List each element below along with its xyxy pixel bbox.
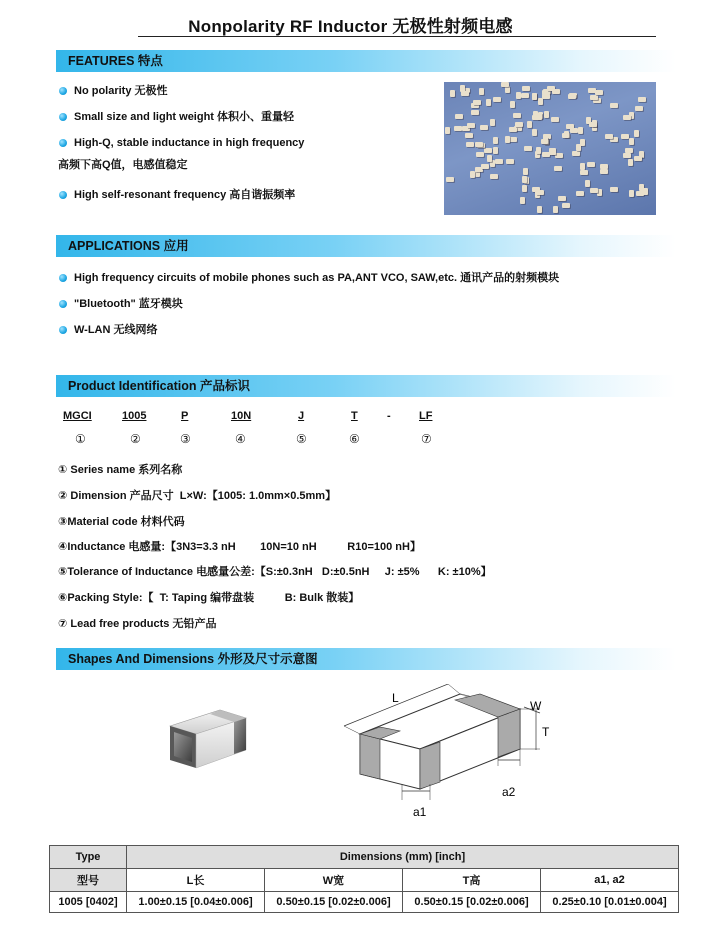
feature-text: Small size and light weight 体积小、重量轻	[74, 111, 295, 123]
inductor-chip	[527, 121, 532, 128]
inductor-chip	[555, 153, 563, 158]
inductor-chip	[470, 171, 475, 178]
inductor-chip	[495, 159, 503, 164]
dim-label-a2: a2	[502, 785, 516, 799]
bullet-icon	[59, 274, 67, 282]
inductor-chip	[532, 129, 537, 136]
inductor-chip	[562, 203, 570, 208]
bullet-icon	[59, 191, 67, 199]
application-item	[58, 323, 559, 349]
inductor-chip	[490, 119, 495, 126]
inductor-chip	[610, 103, 618, 108]
inductor-chip	[623, 115, 631, 120]
inductor-chip	[578, 127, 583, 134]
inductor-chip	[505, 136, 510, 143]
applications-list	[58, 271, 559, 349]
inductor-chip	[570, 128, 578, 133]
inductor-chip	[590, 95, 598, 100]
inductor-chip	[493, 147, 498, 154]
inductor-chip	[524, 146, 532, 151]
inductor-chip	[551, 117, 559, 122]
inductor-chip	[490, 174, 498, 179]
inductor-chip	[523, 168, 528, 175]
inductor-chip	[580, 170, 588, 175]
inductor-chip	[475, 142, 483, 147]
pid-code-material: P	[181, 410, 189, 422]
inductor-chip	[621, 134, 629, 139]
dim-label-T: T	[542, 725, 550, 739]
inductor-chip	[467, 123, 475, 128]
pid-code-separator: -	[387, 410, 391, 422]
inductor-chip	[553, 206, 558, 213]
bullet-icon	[59, 87, 67, 95]
inductor-chip	[643, 188, 648, 195]
pid-description: ④Inductance 电感量:【3N3=3.3 nH 10N=10 nH R10=100 nH】	[58, 541, 421, 553]
bullet-icon	[59, 139, 67, 147]
pid-code-leadfree: LF	[419, 410, 433, 422]
inductor-chip	[445, 127, 450, 134]
features-list	[58, 84, 304, 214]
cell-L: 1.00±0.15 [0.04±0.006]	[127, 892, 265, 913]
pid-description: ⑥Packing Style:【 T: Taping 编带盘装 B: Bulk 散装】	[58, 592, 360, 604]
inductor-chip	[446, 177, 454, 182]
inductor-chip	[509, 137, 517, 142]
applications-header: APPLICATIONS 应用	[56, 235, 676, 257]
feature-item	[58, 84, 304, 110]
inductor-chip	[634, 156, 642, 161]
feature-text: High-Q, stable inductance in high frequency	[74, 137, 305, 149]
feature-item	[58, 188, 304, 214]
type-header-cn: 型号	[50, 869, 127, 892]
feature-item	[58, 110, 304, 136]
column-header-W: W宽	[265, 869, 403, 892]
inductor-chip	[628, 159, 633, 166]
inductor-chip	[536, 190, 544, 195]
inductor-chip	[587, 162, 595, 167]
shapes-header: Shapes And Dimensions 外形及尺寸示意图	[56, 648, 676, 670]
inductor-chip	[537, 113, 542, 120]
inductor-chip	[576, 191, 584, 196]
inductor-chip	[506, 159, 514, 164]
pid-code-series: MGCI	[63, 410, 92, 422]
inductor-chip	[479, 88, 484, 95]
inductor-chip	[629, 190, 634, 197]
pid-code-tolerance: J	[298, 410, 305, 422]
cell-a1a2: 0.25±0.10 [0.01±0.004]	[541, 892, 679, 913]
inductor-chip	[552, 89, 560, 94]
column-header-a1a2: a1, a2	[541, 869, 679, 892]
inductor-chip	[564, 131, 569, 138]
inductor-chip	[522, 176, 527, 183]
inductor-chip	[572, 151, 580, 156]
inductor-chip	[536, 147, 541, 154]
inductor-chip	[589, 122, 597, 127]
pid-description: ② Dimension 产品尺寸 L×W:【1005: 1.0mm×0.5mm】	[58, 490, 337, 502]
bullet-icon	[59, 326, 67, 334]
pid-number: ②	[130, 432, 141, 446]
application-text: W-LAN 无线网络	[74, 324, 158, 336]
pid-description: ① Series name 系列名称	[58, 464, 183, 476]
dim-label-W: W	[530, 699, 542, 713]
inductor-chip	[486, 99, 491, 106]
inductor-chip	[476, 152, 484, 157]
pid-number: ④	[235, 432, 246, 446]
dim-label-a1: a1	[413, 805, 427, 819]
inductor-chip	[538, 98, 543, 105]
page-title: Nonpolarity RF Inductor 无极性射频电感	[188, 17, 513, 36]
inductor-chip	[520, 197, 525, 204]
feature-text: High self-resonant frequency 高自谐振频率	[74, 189, 296, 201]
inductor-chip	[450, 90, 455, 97]
inductor-chip	[580, 163, 585, 170]
pid-description: ③Material code 材料代码	[58, 516, 185, 528]
inductor-chip	[522, 185, 527, 192]
inductor-chip	[510, 101, 515, 108]
inductor-chip	[544, 111, 549, 118]
pid-code-inductance: 10N	[231, 410, 252, 422]
inductor-chip	[484, 148, 492, 153]
column-header-T: T高	[403, 869, 541, 892]
cell-T: 0.50±0.15 [0.02±0.006]	[403, 892, 541, 913]
inductor-chip	[493, 137, 498, 144]
inductor-chip	[629, 138, 634, 145]
cell-type: 1005 [0402]	[50, 892, 127, 913]
inductor-chip	[466, 142, 474, 147]
inductor-chip	[610, 187, 618, 192]
inductor-chip	[480, 125, 488, 130]
inductor-chip	[585, 180, 590, 187]
inductor-chip	[532, 93, 537, 100]
inductor-chip	[493, 97, 501, 102]
inductor-chip	[522, 86, 530, 91]
application-item	[58, 297, 559, 323]
inductor-chip	[623, 153, 631, 158]
dim-label-L: L	[392, 691, 399, 705]
product-photo	[444, 82, 656, 215]
inductor-chip	[590, 188, 598, 193]
inductor-chip	[473, 100, 481, 105]
features-header: FEATURES 特点	[56, 50, 676, 72]
pid-code-packing: T	[351, 410, 358, 422]
inductor-chip	[461, 91, 469, 96]
inductor-chip	[513, 113, 521, 118]
pid-number: ①	[75, 432, 86, 446]
feature-text: No polarity 无极性	[74, 85, 168, 97]
inductor-chip	[551, 148, 556, 155]
feature-subtext: 高频下高Q值，电感值稳定	[58, 159, 188, 171]
column-header-L: L长	[127, 869, 265, 892]
feature-item	[58, 136, 304, 188]
inductor-chip	[521, 93, 529, 98]
inductor-chip	[543, 137, 548, 144]
type-header-en: Type	[50, 846, 127, 869]
inductor-chip	[554, 166, 562, 171]
dimensions-header: Dimensions (mm) [inch]	[127, 846, 679, 869]
title-divider	[138, 36, 656, 37]
inductor-chip	[568, 94, 576, 99]
application-text: "Bluetooth" 蓝牙模块	[74, 298, 183, 310]
pid-description: ⑤Tolerance of Inductance 电感量公差:【S:±0.3nH D:±0.5nH J: ±5% K: ±10%】	[58, 566, 492, 578]
table-row	[50, 892, 679, 913]
pid-code-dimension: 1005	[122, 410, 147, 422]
inductor-chip	[501, 82, 509, 87]
inductor-chip	[580, 139, 585, 146]
inductor-chip	[487, 155, 492, 162]
inductor-chip	[455, 114, 463, 119]
cell-W: 0.50±0.15 [0.02±0.006]	[265, 892, 403, 913]
product-id-header: Product Identification 产品标识	[56, 375, 676, 397]
application-item	[58, 271, 559, 297]
pid-number: ⑥	[349, 432, 360, 446]
inductor-chip	[465, 133, 473, 138]
inductor-chip	[600, 169, 608, 174]
pid-number: ⑤	[296, 432, 307, 446]
dimensions-table	[49, 845, 679, 913]
inductor-chip	[509, 127, 517, 132]
pid-number: ⑦	[421, 432, 432, 446]
inductor-chip	[515, 122, 523, 127]
bullet-icon	[59, 300, 67, 308]
inductor-chip	[558, 196, 566, 201]
chip-3d-illustration	[160, 704, 250, 776]
pid-number: ③	[180, 432, 191, 446]
inductor-chip	[481, 164, 489, 169]
inductor-chip	[537, 206, 542, 213]
bullet-icon	[59, 113, 67, 121]
dimension-diagram	[340, 684, 560, 824]
inductor-chip	[454, 126, 462, 131]
inductor-chip	[638, 97, 646, 102]
inductor-chip	[597, 189, 602, 196]
inductor-chip	[542, 94, 550, 99]
application-text: High frequency circuits of mobile phones such as PA,ANT VCO, SAW,etc. 通讯产品的射频模块	[74, 272, 560, 284]
inductor-chip	[595, 90, 603, 95]
inductor-chip	[635, 106, 643, 111]
inductor-chip	[605, 134, 613, 139]
inductor-chip	[634, 130, 639, 137]
pid-description: ⑦ Lead free products 无铅产品	[58, 618, 217, 630]
inductor-chip	[471, 110, 479, 115]
